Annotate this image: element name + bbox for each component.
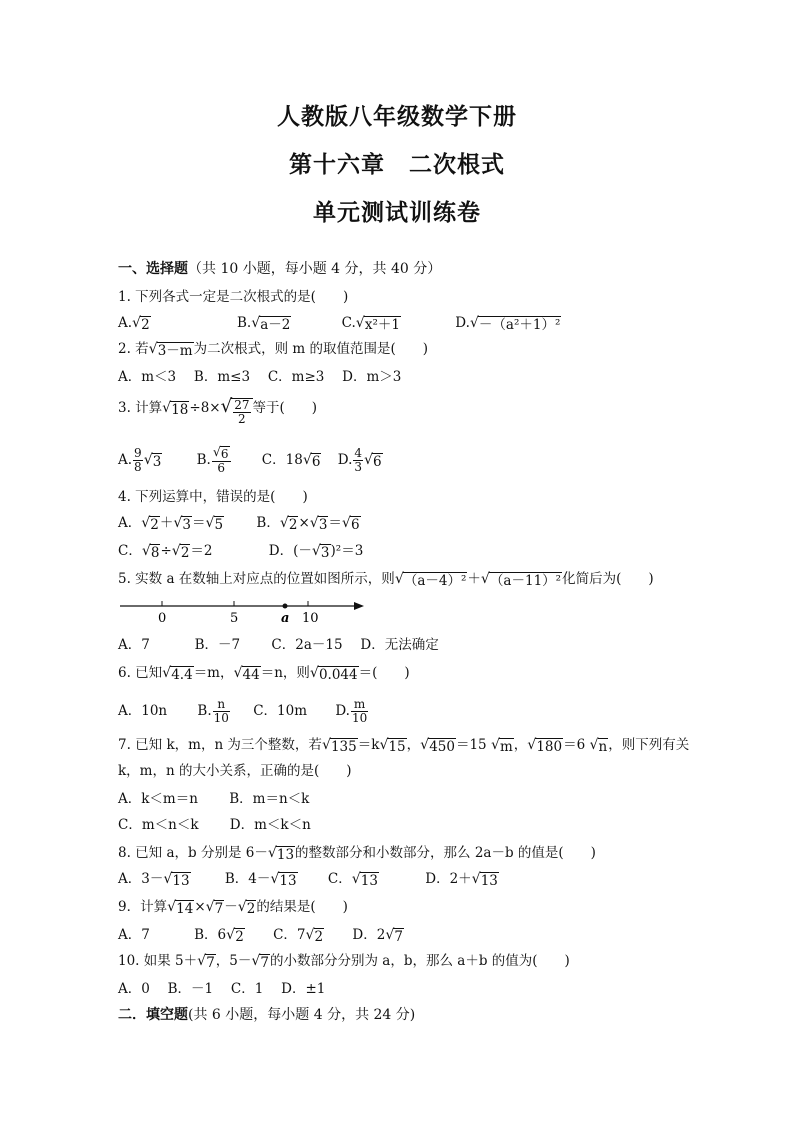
label-0: 0 (158, 611, 167, 626)
question-10-options: A．0 B．－1 C．1 D．±1 (118, 981, 326, 997)
question-1-stem: 1. 下列各式一定是二次根式的是( ) (118, 289, 349, 305)
question-2-stem: 2. 若 √ 3－m 为二次根式，则 m 的取值范围是( ) (118, 341, 429, 359)
question-2-options: A．m＜3 B．m≤3 C．m≥3 D．m＞3 (118, 369, 402, 385)
question-5-stem: 5. 实数 a 在数轴上对应点的位置如图所示，则 √ （a－4）² ＋ √ （a－11）² 化简后为( ) (118, 571, 654, 589)
question-8-stem: 8. 已知 a，b 分别是 6－ √ 13 的整数部分和小数部分，那么 2a－b 的值是( ) (118, 845, 596, 863)
number-line (118, 596, 378, 632)
question-10-stem: 10. 如果 5＋ √ 7 ，5－ √ 7 的小数部分分别为 a，b，那么 a＋b 的值为( ) (118, 953, 570, 971)
title-textbook: 人教版八年级数学下册 (277, 104, 517, 130)
question-4-options-cd: C． √ 8 ÷ √ 2 ＝2 D．(－ √ 3 )²＝3 (118, 543, 364, 561)
question-1-options: A. √ 2 B. √ a－2 C. √ x²＋1 D. √ －（a²＋1）² (118, 315, 561, 333)
number-line-arrow (354, 602, 364, 610)
question-9-options: A．7 B．6 √ 2 C．7 √ 2 D．2 √ 7 (118, 927, 403, 945)
question-8-options: A．3－ √ 13 B．4－ √ 13 C． √ 13 D．2＋ √ 13 (118, 871, 498, 889)
question-7-stem-line2: k，m，n 的大小关系，正确的是( ) (118, 763, 352, 779)
title-test: 单元测试训练卷 (313, 200, 481, 226)
section-heading-fill: 二．填空题(共 6 小题，每小题 4 分，共 24 分) (118, 1007, 416, 1023)
question-5-options: A．7 B．－7 C．2a－15 D．无法确定 (118, 637, 439, 653)
question-4-options-ab: A． √ 2 ＋ √ 3 ＝ √ 5 B． √ 2 × √ 3 ＝ √ 6 (118, 515, 360, 533)
label-5: 5 (230, 611, 239, 626)
point-a (283, 604, 288, 609)
label-a: a (281, 611, 290, 626)
title-chapter: 第十六章 二次根式 (289, 152, 505, 178)
question-3-options: A. $\frac{9}{8}$ √ 3 B. √ 6 6 C．18 √ 6 D. $\frac{4}{3}$ √ 6 (118, 444, 382, 476)
question-9-stem: 9．计算 √ 14 × √ 7 － √ 2 的结果是( ) (118, 899, 348, 917)
question-6-stem: 6. 已知 √ 4.4 ＝m， √ 44 ＝n，则 √ 0.044 ＝( ) (118, 665, 410, 683)
question-7-stem: 7. 已知 k，m，n 为三个整数，若 √ 135 ＝k √ 15 ， √ 450 ＝15 √ m ， √ 180 ＝6 √ n ，则下列有关 (118, 737, 690, 755)
label-10: 10 (302, 611, 319, 626)
question-3-stem: 3. 计算 √ 18 ÷8× √ $\frac{27}{2}$ 等于( ) (118, 396, 318, 426)
question-7-options-ab: A．k＜m＝n B．m＝n＜k (118, 791, 310, 807)
question-4-stem: 4. 下列运算中，错误的是( ) (118, 489, 308, 505)
question-7-options-cd: C．m＜n＜k D．m＜k＜n (118, 817, 311, 833)
question-6-options: A．10n B. $\frac{n}{10}$ C．10m D. $\frac{m}{10}$ (118, 697, 368, 725)
section-heading-choice: 一、选择题（共 10 小题，每小题 4 分，共 40 分） (118, 261, 442, 277)
